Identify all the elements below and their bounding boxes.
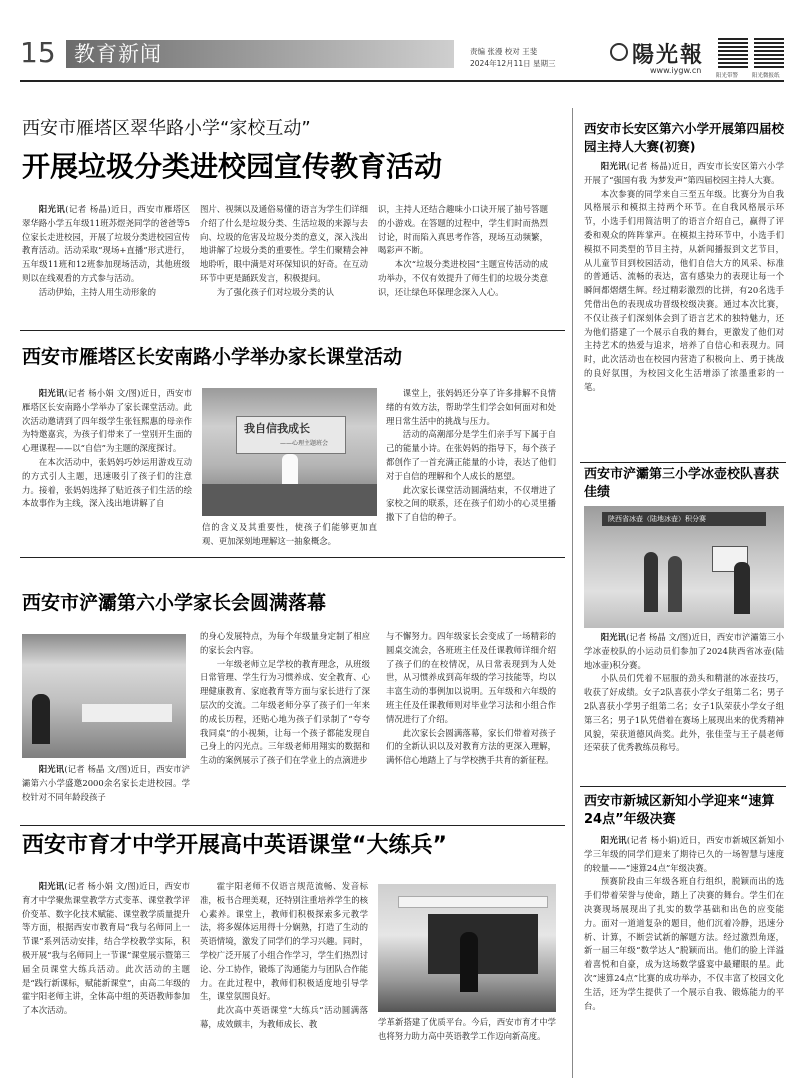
- article3-column-2: [200, 630, 370, 820]
- article2-column-3: [386, 387, 556, 549]
- article4-column-1: [22, 880, 190, 1078]
- photo-banner-subtext: ——心理主题班会: [280, 440, 329, 447]
- article1-column-1: [22, 203, 190, 318]
- side1-body-text: 本次参赛的同学来自三至五年级。比赛分为自我风格展示和模拟主持两个环节。在自我风格展示环节，小选手们用简洁明了的语言介绍自己，赢得了评委和观众的阵阵掌声。在模拟主持环节中，小选手们模拟不同类型的节目主持，从新闻播报到文艺节目，从儿童节目到校园活动，他们自信大方的风采、标准的普通话、流畅的表达，富有感染力的表现让每一个瞬间都熠熠生辉。经过精彩激烈的比拼，有20名选手凭借出色的表现成功晋级校级决赛。通过本次比赛，不仅让孩子们深刻体会到了语言艺术的独特魅力，还为他们搭建了一个展示自我的舞台，更激发了他们对主持艺术的热爱与追求，培养了自信心和表现力。同时，此次活动也在校园内营造了积极向上、勇于挑战的良好氛围，为校园文化生活增添了浓墨重彩的一笔。: [584, 188, 784, 392]
- side1-body: [584, 160, 784, 460]
- qr-code-1: [718, 38, 748, 68]
- editors-line: 责编 张漫 校对 王斐: [470, 47, 538, 56]
- reporter: (记者 杨晶): [65, 204, 111, 214]
- article3-body-1: 近日，西安市浐灞第六小学盛邀2000余名家长走进校园。学校针对不同年龄段孩子: [22, 764, 190, 802]
- website: www.iygw.cn: [650, 66, 702, 75]
- article2-photo: [202, 388, 377, 516]
- article1-column-3: [378, 203, 548, 318]
- side2-body-text: 小队员们凭着不屈服的劲头和精湛的冰壶技巧，收获了好成绩。女子2队喜获小学女子组第二名；男子2队喜获小学男子组第二名；女子1队荣获小学女子组第三名；男子1队凭借着在赛场上展现出来的优秀精神风貌，荣获道德风尚奖。此外，张佳莹与王子晨老师还荣获了优秀教练员称号。: [584, 673, 784, 753]
- article3-body-2b: 一年级老师立足学校的教育理念，从班级日常管理、学生行为习惯养成、安全教育、心理健康教育、家庭教育等方面与家长进行了深层次的交流。二年级老师分享了孩子们一年来的成长历程，还贴心地为孩子们录制了“夸夸我同桌”的小视频，让每一个孩子都能发现自己身上的闪光点。三年级老师用翔实的数据和生动的案例展示了孩子们在学业上的点滴进步: [200, 658, 370, 766]
- side3-body: [584, 834, 784, 1078]
- article2-body-1b: 在本次活动中，张妈妈巧妙运用游戏互动的方式引人主题，迅速吸引了孩子们的注意力。接着，张妈妈选择了贴近孩子们生活的绘本故事作为主线，深入浅出地讲解了自: [22, 456, 192, 509]
- article4-column-2: [200, 880, 368, 1078]
- article2-body-1: 近日，西安市雁塔区长安南路小学举办了家长课堂活动。此次活动邀请到了四年级学生张钰熙惠的母亲作为特邀嘉宾，为孩子们带来了一堂别开生面的心理课程——以“自信”为主题的深度探讨。: [22, 388, 192, 454]
- side2-lead: 近日，西安市浐灞第三小学冰壶校队的小运动员们参加了2024陕西省冰壶(陆地冰壶)积分赛。: [584, 632, 784, 670]
- side3-lead: 近日，西安市新城区新知小学三年级的同学们迎来了期待已久的一场智慧与速度的较量——“速算24点”年级决赛。: [584, 835, 784, 873]
- article2-body-3c: 此次家长课堂活动圆满结束，不仅增进了家校之间的联系，还在孩子们幼小的心灵里播撒下了自信的种子。: [386, 484, 556, 523]
- article2-column-1: [22, 387, 192, 547]
- section-title: 教育新闻: [74, 42, 162, 66]
- issue-date: 2024年12月11日 星期三: [470, 59, 556, 68]
- article2-body-3: 课堂上，张妈妈还分享了许多排解不良情绪的有效方法，帮助学生们学会如何面对和处理日常生活中的挑战与压力。: [386, 388, 556, 426]
- side2-title: 西安市浐灞第三小学冰壶校队喜获佳绩: [584, 467, 780, 500]
- article2-title: 西安市雁塔区长安南路小学举办家长课堂活动: [22, 346, 403, 368]
- article1-body-2b: 为了强化孩子们对垃圾分类的认: [216, 286, 335, 297]
- side3-title: 西安市新城区新知小学迎来“速算24点”年级决赛: [584, 794, 775, 827]
- article4-photo: [378, 884, 556, 1012]
- article4-body-1: 近日，西安市育才中学聚焦课堂教学方式变革、课堂教学评价变革、数字化技术赋能、课堂教学质量提升等方面，根据西安市教育局“我与名师同上一节课”系列活动安排，结合学校教学实际，积极开展“我与名师同上一节课”课堂展示暨第三届全员课堂大练兵活动。此次活动的主题是“践行新课标，赋能新课堂”，由高二年级的霍宇阳老师主讲，全体高中组的英语教师参加了本次活动。: [22, 881, 190, 1016]
- reporter: (记者 杨小娟 文/图): [64, 388, 141, 398]
- reporter: (记者 杨晶 文/图): [626, 632, 692, 642]
- article4-body-2b: 此次高中英语课堂“大练兵”活动圆满落幕，成效颇丰，为教师成长、教: [200, 1005, 368, 1029]
- article3-caption: [22, 763, 190, 819]
- article3-title: 西安市浐灞第六小学家长会圆满落幕: [22, 592, 327, 614]
- article3-column-3: [386, 630, 556, 820]
- article3-body-3b: 此次家长会圆满落幕，家长们带着对孩子们的全新认识以及对教育方法的更深入理解，满怀信心地踏上了与学校携手共育的新征程。: [386, 727, 556, 766]
- article4-column-3: [378, 1016, 556, 1078]
- page-number: 15: [20, 36, 56, 69]
- article1-title: 开展垃圾分类进校园宣传教育活动: [22, 150, 443, 183]
- qr-label-2: 阳光微报纸: [752, 73, 780, 79]
- article3-photo: [22, 634, 186, 758]
- side1-lead: 近日，西安市长安区第六小学开展了“强国有我 为梦发声”第四届校园主持人大赛。: [584, 161, 784, 185]
- article4-body-3: 学革新搭建了优质平台。今后，西安市育才中学也将努力助力高中英语教学工作迈向新高度。: [378, 1017, 556, 1041]
- side-rule-2: [580, 786, 786, 787]
- article1-body-3b: 本次“垃圾分类进校园”主题宣传活动的成功举办，不仅有效提升了师生们的垃圾分类意识，还让绿色环保理念深入人心。: [378, 259, 548, 297]
- rule-2: [20, 557, 565, 558]
- article1-body-1: 近日，西安市雁塔区翠华路小学五年级11班苏煜尧同学的爸爸等5位家长走进校园，开展了垃圾分类进校园宣传教育活动。活动采取“现场+直播”形式进行，五年级11班和12班参加现场活动，其他班级则以在线观看的方式参与活动。: [22, 204, 190, 283]
- side-rule-1: [580, 462, 786, 463]
- side2-banner-text: 陕西省冰壶（陆地冰壶）积分赛: [608, 515, 706, 523]
- byline: 阳光讯: [38, 764, 65, 774]
- byline: 阳光讯: [600, 161, 627, 171]
- article1-column-2: [200, 203, 368, 318]
- byline: 阳光讯: [38, 881, 65, 891]
- byline: 阳光讯: [38, 204, 66, 214]
- side2-photo: [584, 506, 784, 628]
- byline: 阳光讯: [38, 388, 65, 398]
- reporter: (记者 杨晶): [626, 161, 672, 171]
- article2-body-3b: 活动的高潮部分是学生们亲手写下属于自己的能量小诗。在张妈妈的指导下，每个孩子都创作了一首充满正能量的小诗，表达了他们对于自信的理解和个人成长的愿望。: [386, 429, 556, 481]
- article1-body-3: 识，主持人还结合趣味小口诀开展了抽号答题的小游戏。在答题的过程中，学生们时而热烈讨论，时而陷入真思考作答，现场互动频繁，喝彩声不断。: [378, 204, 548, 256]
- article3-body-2: 的身心发展特点，为每个年级量身定制了相应的家长会内容。: [200, 631, 370, 655]
- qr-code-2: [754, 38, 784, 68]
- qr-label-1: 阳光带警: [716, 73, 739, 79]
- article1-body-1b: 活动伊始，主持人用生动形象的: [38, 286, 157, 297]
- side1-title: 西安市长安区第六小学开展第四届校园主持人大赛(初赛): [584, 121, 785, 154]
- logo-emblem: [610, 43, 628, 61]
- byline: 阳光讯: [600, 835, 627, 845]
- side2-body: [584, 631, 784, 781]
- reporter: (记者 杨小娟 文/图): [64, 881, 140, 891]
- header-rule: [20, 80, 784, 82]
- reporter: (记者 杨小娟): [626, 835, 680, 845]
- article2-body-2: 信的含义及其重要性，使孩子们能够更加直观、更加深刻地理解这一抽象概念。: [202, 522, 377, 546]
- article4-body-2: 霍宇阳老师不仅语言规范流畅、发音标准，板书合理美观，还特别注重培养学生的核心素养。课堂上，教师们积极探索多元教学法，将多媒体运用得十分娴熟，打造了生动的英语情境，激发了同学们的学习兴趣。同时，学校广泛开展了小组合作学习，学生们热烈讨论、分工协作，锻炼了沟通能力与团队合作能力。在此过程中，教师们积极适度地引导学生，课堂氛围良好。: [200, 881, 368, 1002]
- side3-body-text: 预赛阶段由三年级各班自行组织，脱颖而出的选手们带着荣誉与使命，踏上了决赛的舞台。学生们在决赛现场展现出了扎实的数学基础和出色的应变能力。面对一道道复杂的题目，他们沉着冷静，迅速分析、计算，不断尝试新的解题方法。经过激烈角逐，新一届三年级“数学达人”脱颖而出。他们的脸上洋溢着喜悦和自豪，成为这场数学盛宴中最耀眼的星。此次“速算24点”比赛的成功举办，不仅丰富了校园文化生活，还为学生提供了一个展示自我、锻炼能力的平台。: [584, 876, 784, 1011]
- article3-body-3: 与不懈努力。四年级家长会变成了一场精彩的圆桌交流会，各班班主任及任课教师详细介绍了孩子们的在校情况，从日常表现到为人处世，从习惯养成到高年级的学习技能等，均以丰富生动的事例加以说明。五年级和六年级的班主任及任课教师则对毕业学习法和小组合作情况进行了介绍。: [386, 631, 556, 724]
- article1-body-2: 图片、视频以及通俗易懂的语言为学生们详细介绍了什么是垃圾分类、生活垃圾的来源与去向、垃圾的危害及垃圾分类的意义，深入浅出地讲解了垃圾分类的重要性。学生们聚精会神地聆听，眼中满是对环保知识的好奇。在互动环节中更是踊跃发言，积极提问。: [200, 204, 368, 283]
- reporter: (记者 杨晶 文/图): [64, 764, 131, 774]
- rule-3: [20, 825, 565, 826]
- column-divider: [572, 108, 573, 1078]
- article4-title: 西安市育才中学开展高中英语课堂“大练兵”: [22, 833, 447, 858]
- rule-1: [20, 330, 565, 331]
- article2-column-2: [202, 521, 377, 551]
- byline: 阳光讯: [600, 632, 627, 642]
- article1-subtitle: 西安市雁塔区翠华路小学“家校互动”: [22, 118, 311, 139]
- photo-banner-text: 我自信我成长: [244, 422, 310, 435]
- newspaper-logo: 陽光報: [632, 42, 705, 68]
